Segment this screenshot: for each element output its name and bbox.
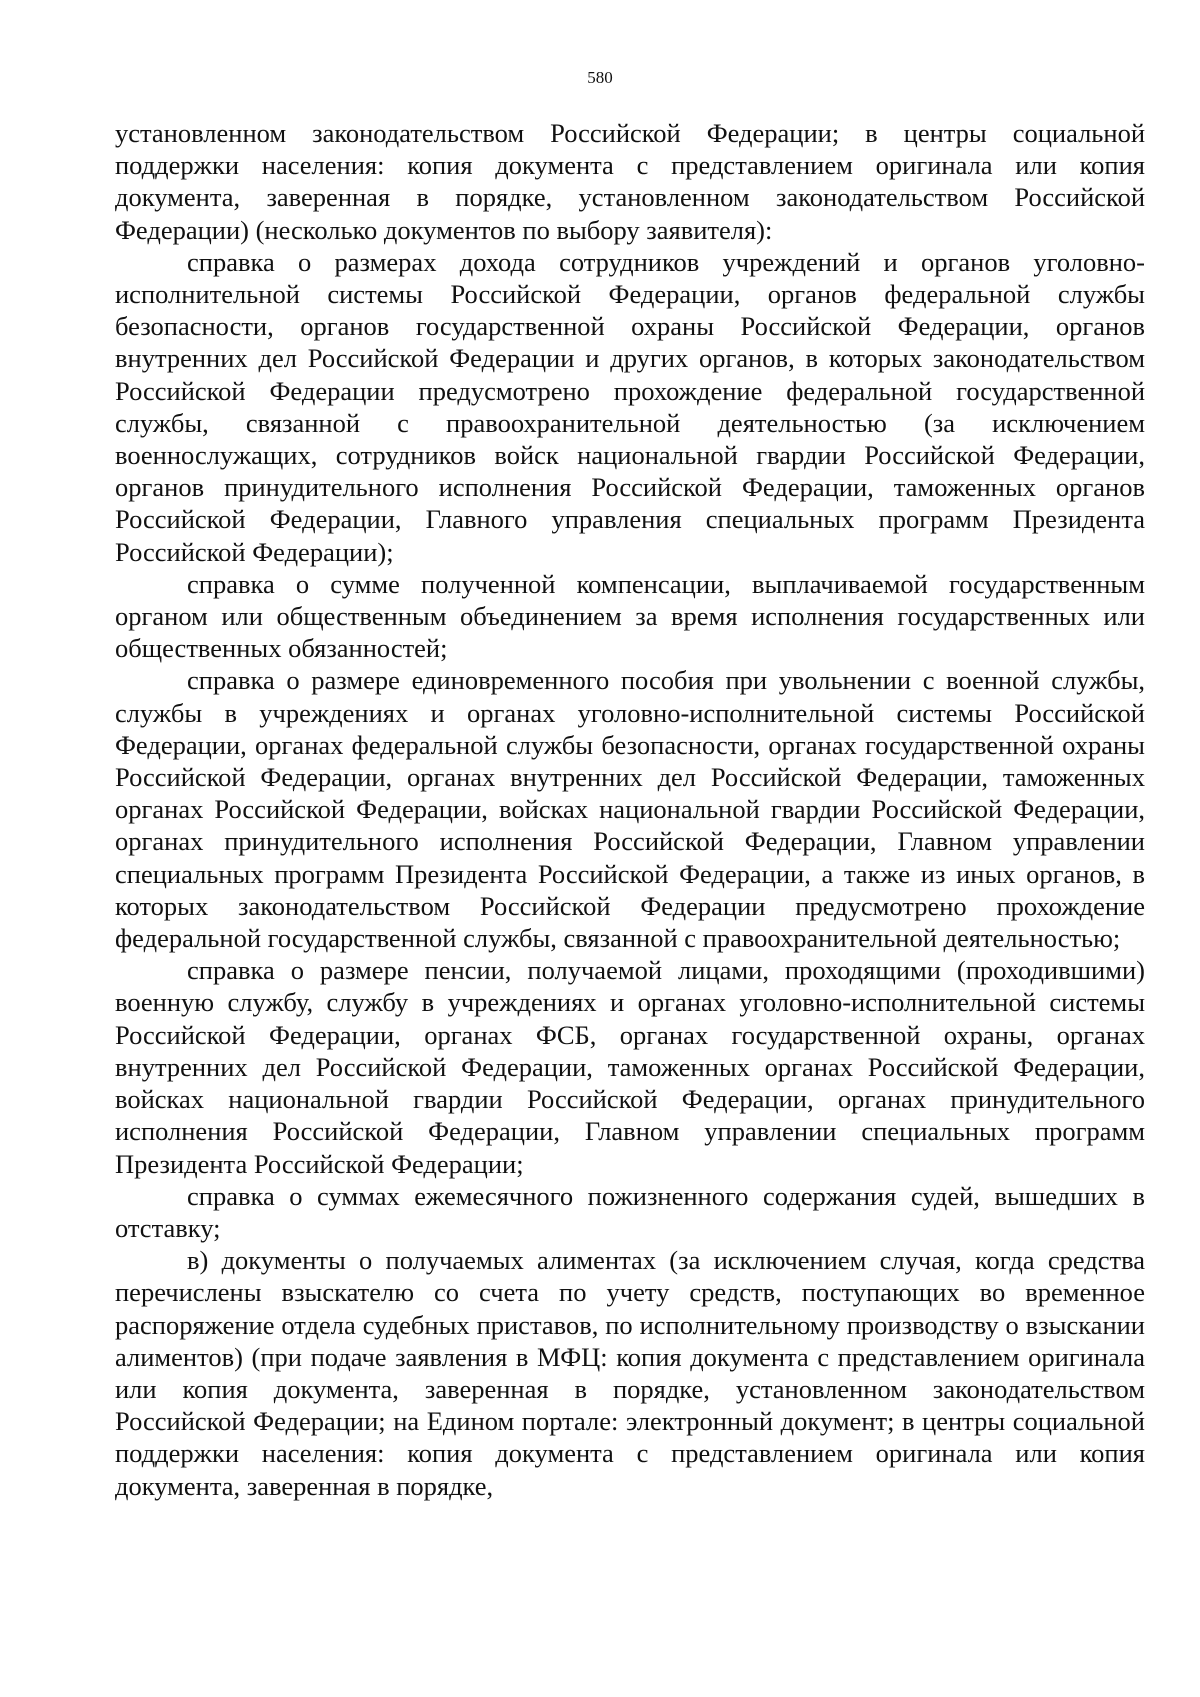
document-body bbox=[115, 117, 1145, 1502]
paragraph-severance-certificate: справка о размере единовременного пособия при увольнении с военной службы, службы в учреждениях и органах уголовно-исполнительной системы Российской Федерации, органах федеральной службы безопасности, органах государственной охраны Российской Федерации, органах внутренних дел Российской Федерации, таможенных органах Российской Федерации, войсках национальной гвардии Российской Федерации, органах принудительного исполнения Российской Федерации, Главном управлении специальных программ Президента Российской Федерации, а также из иных органов, в которых законодательством Российской Федерации предусмотрено прохождение федеральной государственной службы, связанной с правоохранительной деятельностью; bbox=[115, 665, 1145, 954]
paragraph-compensation-certificate: справка о сумме полученной компенсации, выплачиваемой государственным органом или общественным объединением за время исполнения государственных или общественных обязанностей; bbox=[115, 568, 1145, 664]
paragraph-judges-allowance: справка о суммах ежемесячного пожизненного содержания судей, вышедших в отставку; bbox=[115, 1180, 1145, 1243]
paragraph-income-certificate: справка о размерах дохода сотрудников учреждений и органов уголовно-исполнительной системы Российской Федерации, органов федеральной службы безопасности, органов государственной охраны Российской Федерации, органов внутренних дел Российской Федерации и других органов, в которых законодательством Российской Федерации предусмотрено прохождение федеральной государственной службы, связанной с правоохранительной деятельностью (за исключением военнослужащих, сотрудников войск национальной гвардии Российской Федерации, органов принудительного исполнения Российской Федерации, таможенных органов Российской Федерации, Главного управления специальных программ Президента Российской Федерации); bbox=[115, 246, 1145, 567]
page-number: 580 bbox=[587, 68, 613, 87]
paragraph-continuation: установленном законодательством Российской Федерации; в центры социальной поддержки населения: копия документа с представлением оригинала или копия документа, заверенная в порядке, установленном законодательством Российской Федерации) (несколько документов по выбору заявителя): bbox=[115, 118, 1145, 245]
paragraph-alimony-documents: в) документы о получаемых алиментах (за исключением случая, когда средства перечислены взыскателю со счета по учету средств, поступающих во временное распоряжение отдела судебных приставов, по исполнительному производству о взыскании алиментов) (при подаче заявления в МФЦ: копия документа с представлением оригинала или копия документа, заверенная в порядке, установленном законодательством Российской Федерации; на Едином портале: электронный документ; в центры социальной поддержки населения: копия документа с представлением оригинала или копия документа, заверенная в порядке, bbox=[115, 1245, 1145, 1501]
paragraph-pension-certificate: справка о размере пенсии, получаемой лицами, проходящими (проходившими) военную службу, службу в учреждениях и органах уголовно-исполнительной системы Российской Федерации, органах ФСБ, органах государственной охраны, органах внутренних дел Российской Федерации, таможенных органах Российской Федерации, войсках национальной гвардии Российской Федерации, органах принудительного исполнения Российской Федерации, Главном управлении специальных программ Президента Российской Федерации; bbox=[115, 955, 1145, 1179]
